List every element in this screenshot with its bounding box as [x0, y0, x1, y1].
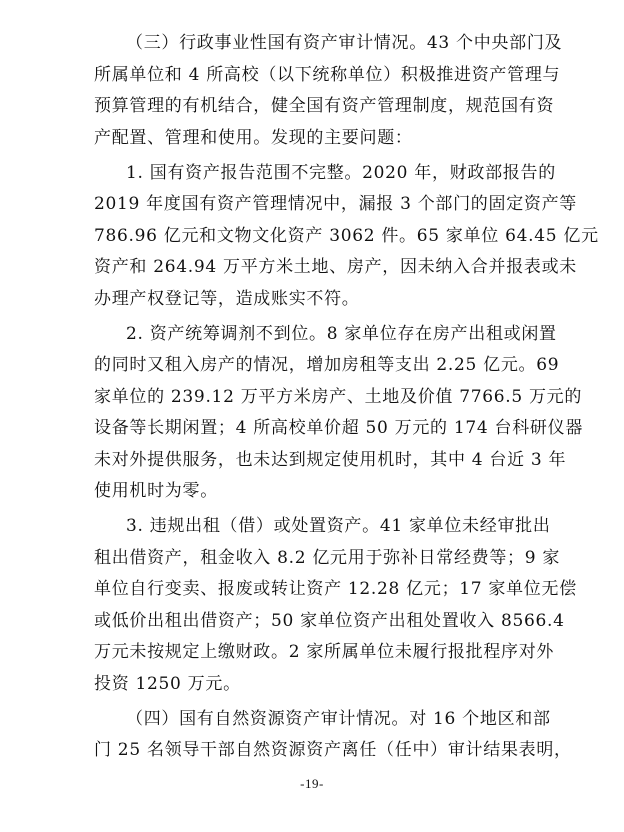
- text-line: 786.96 亿元和文物文化资产 3062 件。65 家单位 64.45 亿元: [94, 226, 599, 246]
- paragraph-first-line: （四）国有自然资源资产审计情况。对 16 个地区和部: [126, 709, 551, 729]
- text-line: 单位自行变卖、报废或转让资产 12.28 亿元；17 家单位无偿: [94, 579, 577, 599]
- text-line: 办理产权登记等，造成账实不符。: [94, 289, 360, 309]
- text-line: 所属单位和 4 所高校（以下统称单位）积极推进资产管理与: [94, 65, 561, 85]
- text-line: 万元未按规定上缴财政。2 家所属单位未履行报批程序对外: [94, 642, 555, 662]
- text-line: 设备等长期闲置；4 所高校单价超 50 万元的 174 台科研仪器: [94, 418, 584, 438]
- paragraph-first-line: 2. 资产统筹调剂不到位。8 家单位存在房产出租或闲置: [126, 324, 557, 344]
- text-line: 未对外提供服务，也未达到规定使用机时，其中 4 台近 3 年: [94, 450, 567, 470]
- text-line: 资产和 264.94 万平方米土地、房产，因未纳入合并报表或未: [94, 257, 577, 277]
- text-line: 投资 1250 万元。: [94, 674, 241, 694]
- paragraph-first-line: 3. 违规出租（借）或处置资产。41 家单位未经审批出: [126, 516, 551, 536]
- text-line: 门 25 名领导干部自然资源资产离任（任中）审计结果表明，: [94, 740, 572, 760]
- text-line: 预算管理的有机结合，健全国有资产管理制度，规范国有资: [94, 96, 555, 116]
- paragraph-first-line: （三）行政事业性国有资产审计情况。43 个中央部门及: [126, 33, 563, 53]
- text-line: 产配置、管理和使用。发现的主要问题：: [94, 128, 413, 148]
- text-line: 租出借资产，租金收入 8.2 亿元用于弥补日常经费等；9 家: [94, 548, 561, 568]
- text-line: 家单位的 239.12 万平方米房产、土地及价值 7766.5 万元的: [94, 387, 583, 407]
- page-number: -19-: [300, 776, 324, 791]
- paragraph-first-line: 1. 国有资产报告范围不完整。2020 年，财政部报告的: [126, 163, 556, 183]
- text-line: 或低价出租出借资产；50 家单位资产出租处置收入 8566.4: [94, 611, 565, 631]
- text-line: 使用机时为零。: [94, 481, 218, 501]
- text-line: 2019 年度国有资产管理情况中，漏报 3 个部门的固定资产等: [94, 194, 577, 214]
- text-line: 的同时又租入房产的情况，增加房租等支出 2.25 亿元。69: [94, 355, 560, 375]
